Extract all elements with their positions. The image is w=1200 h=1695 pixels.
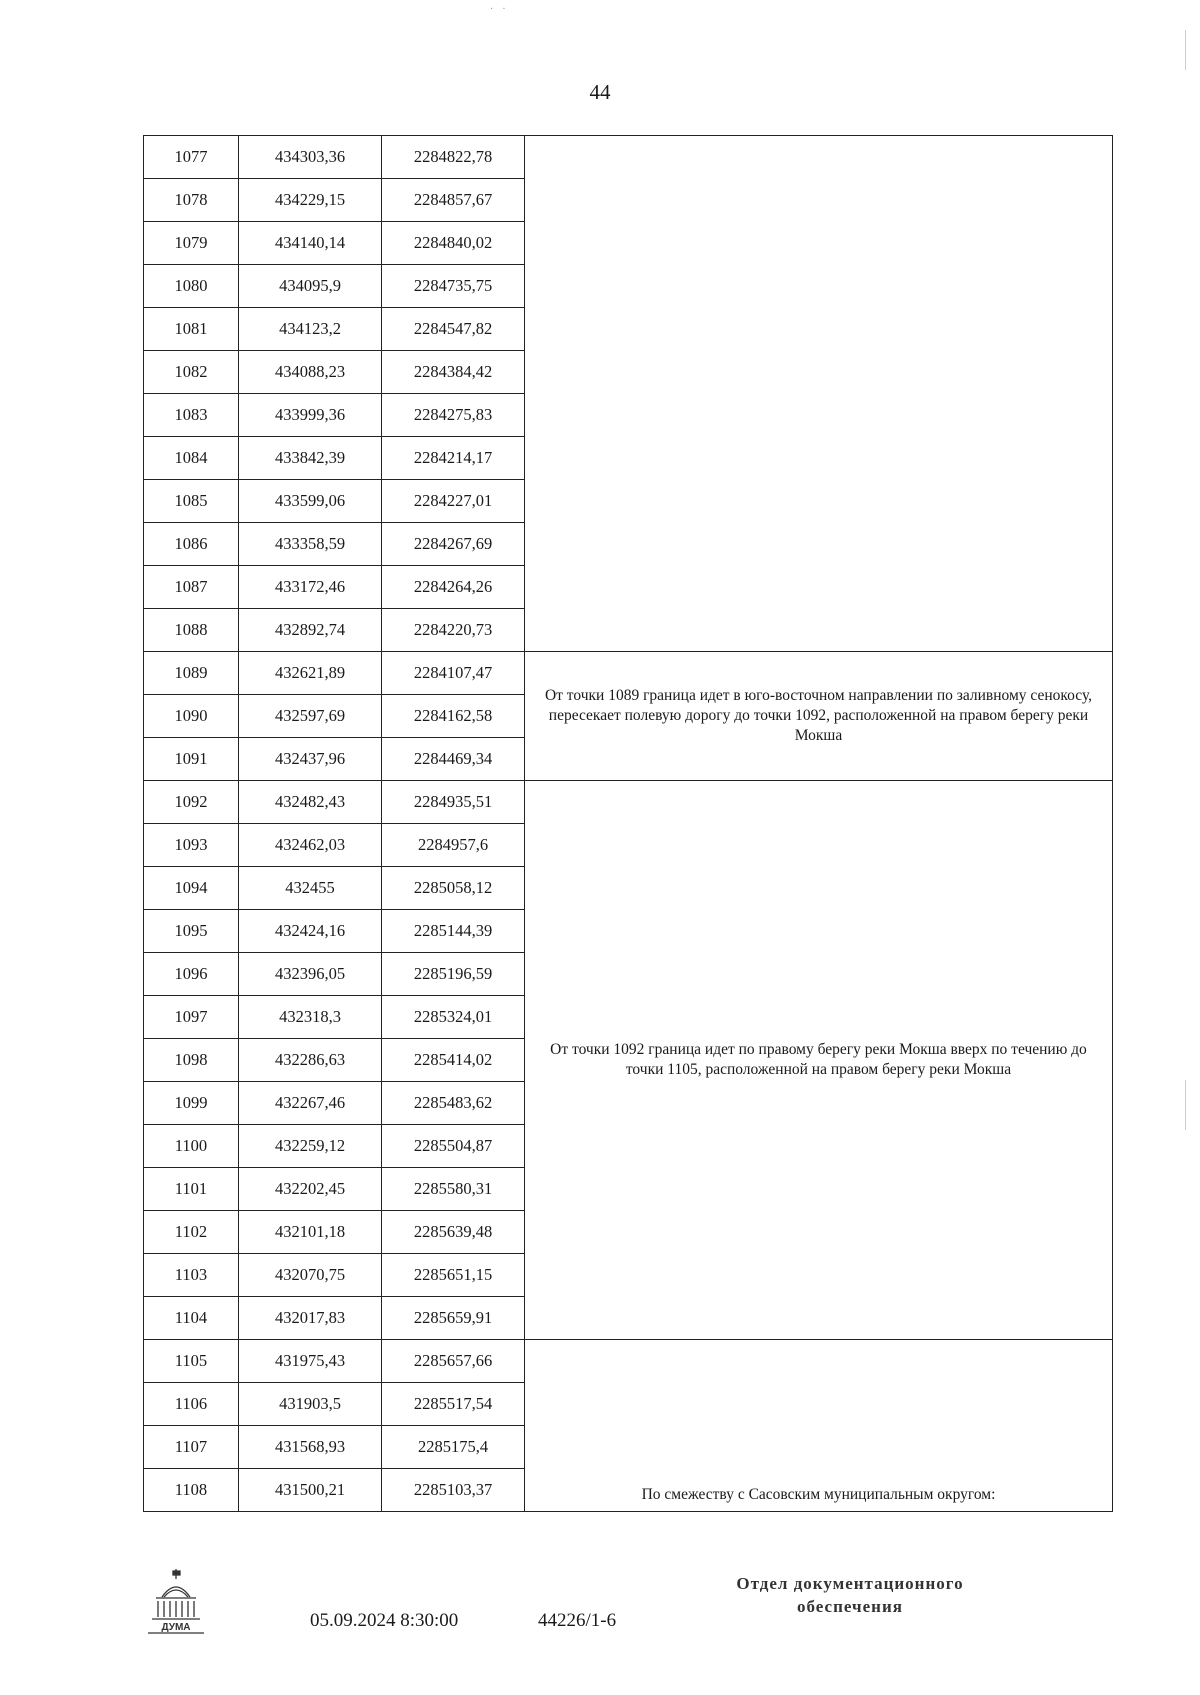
- x-coordinate-cell: 433599,06: [239, 480, 382, 523]
- table-row: [144, 1340, 1113, 1383]
- boundary-description-cell: От точки 1092 граница идет по правому берегу реки Мокша вверх по течению до точки 1105, расположенной на правом берегу реки Мокша: [525, 781, 1113, 1340]
- x-coordinate-cell: 433999,36: [239, 394, 382, 437]
- point-number-cell: 1108: [144, 1469, 239, 1512]
- point-number-cell: 1077: [144, 136, 239, 179]
- point-number-cell: 1092: [144, 781, 239, 824]
- y-coordinate-cell: 2284107,47: [382, 652, 525, 695]
- x-coordinate-cell: 432202,45: [239, 1168, 382, 1211]
- y-coordinate-cell: 2284162,58: [382, 695, 525, 738]
- point-number-cell: 1106: [144, 1383, 239, 1426]
- y-coordinate-cell: 2284735,75: [382, 265, 525, 308]
- point-number-cell: 1105: [144, 1340, 239, 1383]
- x-coordinate-cell: 434088,23: [239, 351, 382, 394]
- x-coordinate-cell: 431568,93: [239, 1426, 382, 1469]
- y-coordinate-cell: 2284935,51: [382, 781, 525, 824]
- table-row: [144, 781, 1113, 824]
- point-number-cell: 1078: [144, 179, 239, 222]
- y-coordinate-cell: 2285058,12: [382, 867, 525, 910]
- x-coordinate-cell: 432396,05: [239, 953, 382, 996]
- x-coordinate-cell: 432462,03: [239, 824, 382, 867]
- x-coordinate-cell: 432621,89: [239, 652, 382, 695]
- x-coordinate-cell: 432070,75: [239, 1254, 382, 1297]
- y-coordinate-cell: 2285324,01: [382, 996, 525, 1039]
- y-coordinate-cell: 2284275,83: [382, 394, 525, 437]
- point-number-cell: 1082: [144, 351, 239, 394]
- point-number-cell: 1100: [144, 1125, 239, 1168]
- y-coordinate-cell: 2285144,39: [382, 910, 525, 953]
- point-number-cell: 1095: [144, 910, 239, 953]
- table-row: [144, 652, 1113, 695]
- boundary-description-cell: От точки 1089 граница идет в юго-восточном направлении по заливному сенокосу, пересекает полевую дорогу до точки 1092, расположенной на правом берегу реки Мокша: [525, 652, 1113, 781]
- x-coordinate-cell: 434303,36: [239, 136, 382, 179]
- x-coordinate-cell: 434123,2: [239, 308, 382, 351]
- boundary-coordinates-table: [143, 135, 1113, 1512]
- x-coordinate-cell: 432424,16: [239, 910, 382, 953]
- x-coordinate-cell: 432437,96: [239, 738, 382, 781]
- timestamp: 05.09.2024 8:30:00: [310, 1610, 459, 1631]
- point-number-cell: 1104: [144, 1297, 239, 1340]
- y-coordinate-cell: 2284214,17: [382, 437, 525, 480]
- y-coordinate-cell: 2284264,26: [382, 566, 525, 609]
- y-coordinate-cell: 2284857,67: [382, 179, 525, 222]
- y-coordinate-cell: 2285639,48: [382, 1211, 525, 1254]
- page-number: 44: [589, 80, 611, 104]
- y-coordinate-cell: 2284840,02: [382, 222, 525, 265]
- x-coordinate-cell: 434229,15: [239, 179, 382, 222]
- scan-edge-mark: [1185, 1080, 1186, 1130]
- x-coordinate-cell: 431975,43: [239, 1340, 382, 1383]
- point-number-cell: 1096: [144, 953, 239, 996]
- point-number-cell: 1088: [144, 609, 239, 652]
- point-number-cell: 1084: [144, 437, 239, 480]
- point-number-cell: 1089: [144, 652, 239, 695]
- y-coordinate-cell: 2284547,82: [382, 308, 525, 351]
- y-coordinate-cell: 2284384,42: [382, 351, 525, 394]
- y-coordinate-cell: 2284469,34: [382, 738, 525, 781]
- y-coordinate-cell: 2285483,62: [382, 1082, 525, 1125]
- point-number-cell: 1107: [144, 1426, 239, 1469]
- y-coordinate-cell: 2284822,78: [382, 136, 525, 179]
- y-coordinate-cell: 2285651,15: [382, 1254, 525, 1297]
- x-coordinate-cell: 431903,5: [239, 1383, 382, 1426]
- y-coordinate-cell: 2284220,73: [382, 609, 525, 652]
- table-body: [144, 136, 1113, 1512]
- x-coordinate-cell: 433842,39: [239, 437, 382, 480]
- x-coordinate-cell: 432267,46: [239, 1082, 382, 1125]
- point-number-cell: 1091: [144, 738, 239, 781]
- x-coordinate-cell: 432597,69: [239, 695, 382, 738]
- point-number-cell: 1086: [144, 523, 239, 566]
- y-coordinate-cell: 2285103,37: [382, 1469, 525, 1512]
- y-coordinate-cell: 2285517,54: [382, 1383, 525, 1426]
- department-stamp: [700, 1573, 1000, 1619]
- department-line-1: Отдел документационного: [736, 1574, 964, 1593]
- point-number-cell: 1087: [144, 566, 239, 609]
- y-coordinate-cell: 2285414,02: [382, 1039, 525, 1082]
- x-coordinate-cell: 434140,14: [239, 222, 382, 265]
- point-number-cell: 1093: [144, 824, 239, 867]
- table-row: [144, 136, 1113, 179]
- point-number-cell: 1085: [144, 480, 239, 523]
- y-coordinate-cell: 2285659,91: [382, 1297, 525, 1340]
- x-coordinate-cell: 432101,18: [239, 1211, 382, 1254]
- x-coordinate-cell: 432017,83: [239, 1297, 382, 1340]
- duma-logo-icon: [140, 1565, 212, 1637]
- boundary-description-cell: По смежеству с Сасовским муниципальным округом:: [525, 1340, 1113, 1512]
- x-coordinate-cell: 433358,59: [239, 523, 382, 566]
- x-coordinate-cell: 432259,12: [239, 1125, 382, 1168]
- point-number-cell: 1098: [144, 1039, 239, 1082]
- y-coordinate-cell: 2285196,59: [382, 953, 525, 996]
- boundary-description-cell: [525, 136, 1113, 652]
- y-coordinate-cell: 2285175,4: [382, 1426, 525, 1469]
- point-number-cell: 1099: [144, 1082, 239, 1125]
- x-coordinate-cell: 433172,46: [239, 566, 382, 609]
- y-coordinate-cell: 2285580,31: [382, 1168, 525, 1211]
- x-coordinate-cell: 432892,74: [239, 609, 382, 652]
- point-number-cell: 1079: [144, 222, 239, 265]
- x-coordinate-cell: 432318,3: [239, 996, 382, 1039]
- point-number-cell: 1080: [144, 265, 239, 308]
- point-number-cell: 1081: [144, 308, 239, 351]
- y-coordinate-cell: 2284227,01: [382, 480, 525, 523]
- y-coordinate-cell: 2285657,66: [382, 1340, 525, 1383]
- point-number-cell: 1101: [144, 1168, 239, 1211]
- y-coordinate-cell: 2284267,69: [382, 523, 525, 566]
- point-number-cell: 1083: [144, 394, 239, 437]
- point-number-cell: 1103: [144, 1254, 239, 1297]
- x-coordinate-cell: 432482,43: [239, 781, 382, 824]
- point-number-cell: 1090: [144, 695, 239, 738]
- scan-artifact: · ·: [490, 4, 509, 15]
- x-coordinate-cell: 434095,9: [239, 265, 382, 308]
- point-number-cell: 1097: [144, 996, 239, 1039]
- document-number: 44226/1-6: [538, 1610, 617, 1631]
- department-line-2: обеспечения: [797, 1596, 903, 1616]
- x-coordinate-cell: 432286,63: [239, 1039, 382, 1082]
- x-coordinate-cell: 432455: [239, 867, 382, 910]
- point-number-cell: 1094: [144, 867, 239, 910]
- x-coordinate-cell: 431500,21: [239, 1469, 382, 1512]
- point-number-cell: 1102: [144, 1211, 239, 1254]
- y-coordinate-cell: 2285504,87: [382, 1125, 525, 1168]
- logo-text: ДУМА: [161, 1622, 191, 1633]
- scan-edge-mark: [1185, 30, 1186, 70]
- y-coordinate-cell: 2284957,6: [382, 824, 525, 867]
